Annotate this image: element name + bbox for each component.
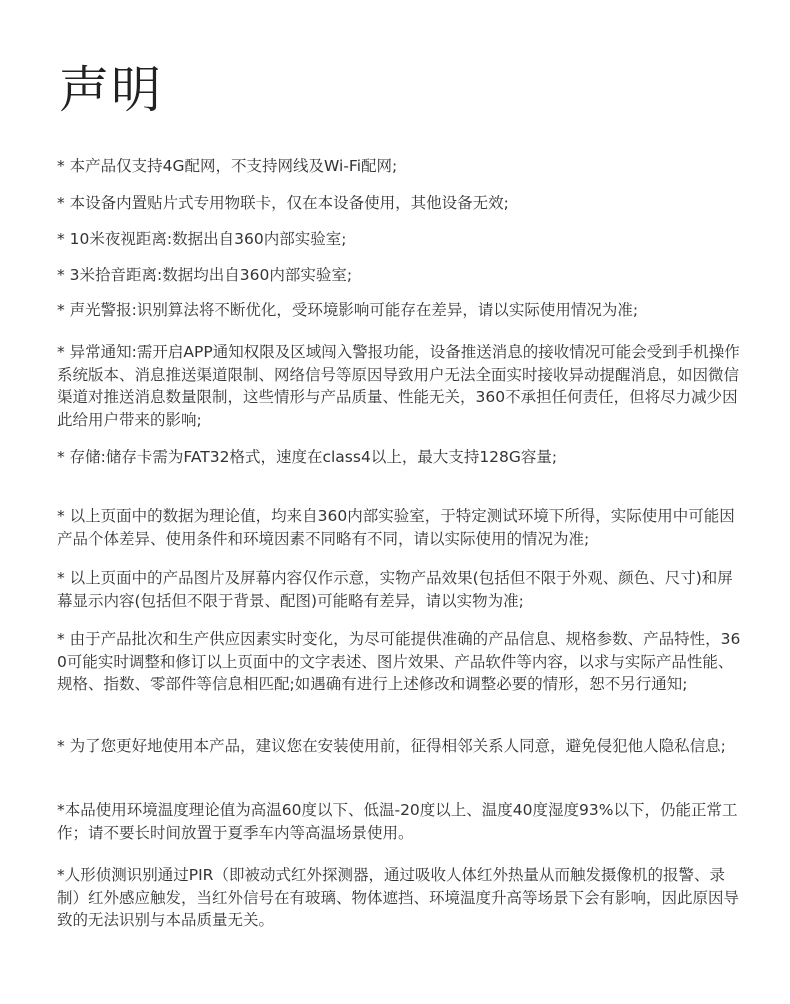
statement-product-images: * 以上页面中的产品图片及屏幕内容仅作示意，实物产品效果(包括但不限于外观、颜色、尺寸)和屏幕显示内容(包括但不限于背景、配图)可能略有差异，请以实物为准; bbox=[57, 569, 733, 610]
statement-sound-light-alarm: * 声光警报:识别算法将不断优化，受环境影响可能存在差异，请以实际使用情况为准; bbox=[57, 301, 639, 319]
statement-storage: * 存储:储存卡需为FAT32格式，速度在class4以上，最大支持128G容量; bbox=[57, 448, 558, 466]
statement-4g-only: * 本产品仅支持4G配网，不支持网线及Wi-Fi配网; bbox=[57, 157, 398, 175]
statement-night-vision: * 10米夜视距离:数据出自360内部实验室; bbox=[57, 230, 347, 248]
statement-abnormal-notification: * 异常通知:需开启APP通知权限及区域闯入警报功能，设备推送消息的接收情况可能会受到手机操作系统版本、消息推送渠道限制、网络信号等原因导致用户无法全面实时接收异动提醒消息，如因微信渠道对推送消息数量限制，这些情形与产品质量、性能无关，360不承担任何责任，但将尽力减少因此给用户带来的影响; bbox=[57, 343, 740, 429]
statement-iot-card: * 本设备内置贴片式专用物联卡，仅在本设备使用，其他设备无效; bbox=[57, 194, 509, 212]
statement-temperature: *本品使用环境温度理论值为高温60度以下、低温-20度以上、温度40度湿度93%以下，仍能正常工作；请不要长时间放置于夏季车内等高温场景使用。 bbox=[57, 801, 738, 842]
statement-privacy: * 为了您更好地使用本产品，建议您在安装使用前，征得相邻关系人同意，避免侵犯他人隐私信息; bbox=[57, 737, 726, 755]
statement-product-changes: * 由于产品批次和生产供应因素实时变化，为尽可能提供准确的产品信息、规格参数、产品特性，360可能实时调整和修订以上页面中的文字表述、图片效果、产品软件等内容，以求与实际产品性能、规格、指数、零部件等信息相匹配;如遇确有进行上述修改和调整必要的情形，恕不另行通知; bbox=[57, 630, 741, 693]
statement-pir-detection: *人形侦测识别通过PIR（即被动式红外探测器，通过吸收人体红外热量从而触发摄像机的报警、录制）红外感应触发，当红外信号在有玻璃、物体遮挡、环境温度升高等场景下会有影响，因此原因导致的无法识别与本品质量无关。 bbox=[57, 866, 740, 929]
statement-audio-pickup: * 3米拾音距离:数据均出自360内部实验室; bbox=[57, 266, 353, 284]
statement-theoretical-data: * 以上页面中的数据为理论值，均来自360内部实验室，于特定测试环境下所得，实际使用中可能因产品个体差异、使用条件和环境因素不同略有不同，请以实际使用的情况为准; bbox=[57, 507, 735, 548]
page-title: 声明 bbox=[59, 61, 163, 119]
